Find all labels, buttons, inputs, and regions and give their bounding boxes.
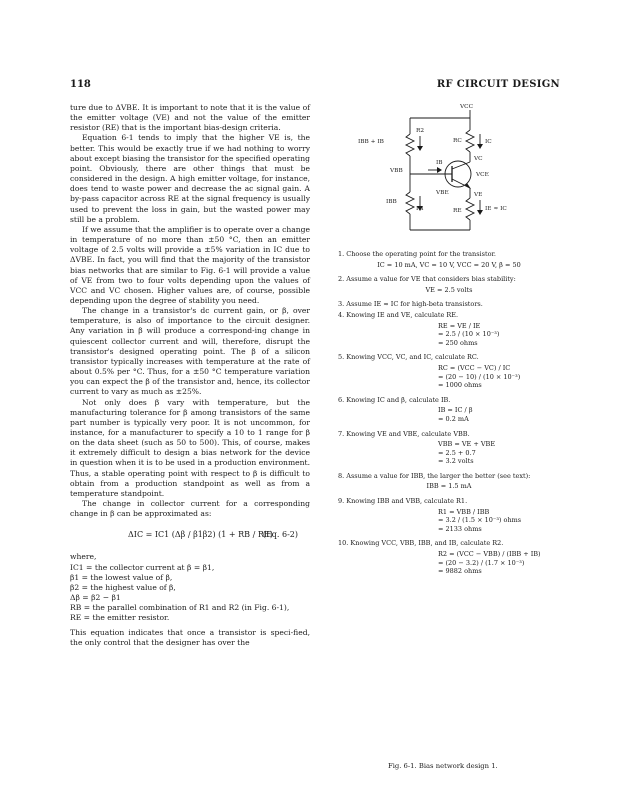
step-1-equation: IC = 10 mA, VC = 10 V, VCC = 20 V, β = 50 bbox=[377, 260, 521, 269]
equation-line: RC = (VCC − VC) / IC bbox=[438, 363, 511, 372]
equation-line: VBB = VE + VBE bbox=[438, 440, 496, 449]
paragraph: This equation indicates that once a transistor is speci-fied, the only control that the designer has over the bbox=[70, 627, 310, 647]
label-rc: RC bbox=[453, 138, 462, 144]
label-ve: VE bbox=[474, 192, 483, 198]
step-2: 2. Assume a value for VE that considers bias stability: bbox=[338, 275, 516, 284]
equation-line: RE = VE / IE bbox=[438, 321, 481, 330]
arrowhead-icon bbox=[477, 210, 483, 215]
bias-network-schematic bbox=[348, 100, 558, 240]
step-8-equation: IBB = 1.5 mA bbox=[426, 482, 472, 491]
equation-line: = 9882 ohms bbox=[438, 567, 482, 576]
label-vc: VC bbox=[474, 156, 483, 162]
rc-resistor bbox=[466, 130, 474, 152]
step-6-equation bbox=[338, 406, 560, 423]
step-9: 9. Knowing IBB and VBB, calculate R1. bbox=[338, 497, 468, 506]
step-5-equation bbox=[338, 364, 560, 390]
label-ic: IC bbox=[485, 139, 492, 145]
running-title: RF CIRCUIT DESIGN bbox=[436, 79, 560, 90]
label-re: RE bbox=[453, 208, 462, 214]
step-6: 6. Knowing IC and β, calculate IB. bbox=[338, 395, 451, 404]
equation-line: = 250 ohms bbox=[438, 338, 478, 347]
step-2-equation: VE = 2.5 volts bbox=[425, 285, 473, 294]
step-10: 10. Knowing VCC, VBB, IBB, and IB, calculate R2. bbox=[338, 539, 504, 548]
design-steps bbox=[338, 250, 560, 582]
re-resistor bbox=[466, 198, 474, 220]
equation-line: = 3.2 / (1.5 × 10⁻³) ohms bbox=[438, 516, 522, 525]
paragraph: If we assume that the amplifier is to operate over a change in temperature of no more than ±50 °C, then an emitter voltage of 2.5 volts will provide a ±5% variation in IC due to ΔVBE. In fact, you will find that the majority of the transistor bias networks that are similar to Fig. 6-1 will provide a value of VE from two to four volts depending upon the values of VCC and VC chosen. Higher values are, of course, possible depending upon the degree of stability you need. bbox=[70, 224, 310, 305]
step-5: 5. Knowing VCC, VC, and IC, calculate RC. bbox=[338, 353, 479, 362]
label-ie-ic: IE ≈ IC bbox=[485, 206, 507, 212]
label-ib: IB bbox=[436, 160, 443, 166]
label-ibb-ib: IBB + IB bbox=[358, 139, 384, 145]
definition-list bbox=[70, 563, 310, 624]
equation-line: = 0.2 mA bbox=[438, 414, 469, 423]
paragraph: The change in collector current for a corresponding change in β can be approximated as: bbox=[70, 499, 310, 519]
step-4: 4. Knowing IE and VE, calculate RE. bbox=[338, 310, 459, 319]
page-number: 118 bbox=[70, 79, 91, 90]
arrowhead-icon bbox=[437, 167, 442, 173]
equation-line: = 2133 ohms bbox=[438, 524, 482, 533]
definition-item: Δβ = β2 − β1 bbox=[70, 593, 121, 603]
label-ibb: IBB bbox=[386, 199, 397, 205]
arrowhead-icon bbox=[477, 144, 483, 149]
r1-resistor bbox=[406, 192, 414, 214]
equation-line: R2 = (VCC − VBB) / (IBB + IB) bbox=[438, 550, 541, 559]
paragraph: The change in a transistor's dc current gain, or β, over temperature, is also of importance to the circuit designer. Any variation in β will produce a correspond-ing change in quiescent collector current and will, therefore, disrupt the transistor's designed operating point. The β of a silicon transistor typically increases with temperature at the rate of about 0.5% per °C. Thus, for a ±50 °C temperature variation you can expect the β of the transistor and, hence, its collector current to vary as much as ±25%. bbox=[70, 306, 310, 397]
label-vcc: VCC bbox=[460, 104, 474, 110]
definition-item: RB = the parallel combination of R1 and R2 (in Fig. 6-1), bbox=[70, 603, 290, 613]
step-3: 3. Assume IE ≈ IC for high-beta transistors. bbox=[338, 300, 483, 309]
definition-item: β2 = the highest value of β, bbox=[70, 582, 176, 592]
step-4-equation bbox=[338, 322, 560, 348]
step-9-equation bbox=[338, 508, 560, 534]
step-1: 1. Choose the operating point for the transistor. bbox=[338, 250, 496, 258]
equation-line: = 3.2 volts bbox=[438, 457, 474, 466]
equation-line: = (20 − 3.2) / (1.7 × 10⁻³) bbox=[438, 558, 525, 567]
paragraph: Equation 6-1 tends to imply that the higher VE is, the better. This would be exactly true if we had nothing to worry about except biasing the transistor for the specified operating point. Obviously, there are other things that must be considered in the design. A high emitter voltage, for instance, does tend to waste power and decrease the ac signal gain. A by-pass capacitor across RE at the signal frequency is usually used to prevent the loss in gain, but the wasted power may still be a problem. bbox=[70, 133, 310, 224]
equation-line: R1 = VBB / IBB bbox=[438, 507, 490, 516]
left-column bbox=[70, 103, 310, 648]
step-8: 8. Assume a value for IBB, the larger the better (see text): bbox=[338, 471, 531, 480]
label-r2: R2 bbox=[416, 128, 425, 134]
paragraph: Not only does β vary with temperature, but the manufacturing tolerance for β among transistors of the same part number is typically very poor. It is not uncommon, for instance, for a manufacturer to specify a 10 to 1 range for β on the data sheet (such as 50 to 500). This, of course, makes it extremely difficult to design a bias network for the device in question when it is to be used in a production environment. Thus, a stable operating point with respect to β is difficult to obtain from a production standpoint as well as from a temperature standpoint. bbox=[70, 397, 310, 498]
definition-item: IC1 = the collector current at β = β1, bbox=[70, 562, 215, 572]
figure-caption: Fig. 6-1. Bias network design 1. bbox=[388, 762, 498, 770]
page-header bbox=[70, 79, 560, 95]
label-r1: R1 bbox=[416, 206, 425, 212]
label-vbe: VBE bbox=[436, 190, 449, 196]
definition-item: β1 = the lowest value of β, bbox=[70, 572, 173, 582]
step-10-equation bbox=[338, 550, 560, 576]
definition-item: RE = the emitter resistor. bbox=[70, 613, 170, 623]
step-7-equation bbox=[338, 440, 560, 466]
paragraph: ture due to ΔVBE. It is important to note that it is the value of the emitter voltage (VE) and not the value of the emitter resistor (RE) that is the important bias-design criteria. bbox=[70, 103, 310, 133]
step-7: 7. Knowing VE and VBE, calculate VBB. bbox=[338, 429, 470, 438]
where-label: where, bbox=[70, 552, 97, 562]
equation-label: (Eq. 6-2) bbox=[262, 530, 298, 540]
equation-line: = 1000 ohms bbox=[438, 381, 482, 390]
equation-line: = 2.5 / (10 × 10⁻³) bbox=[438, 330, 500, 339]
label-vbb: VBB bbox=[390, 168, 403, 174]
equation-text: ΔIC = IC1 (Δβ / β1β2) (1 + RB / RE) bbox=[128, 530, 273, 540]
r2-resistor bbox=[406, 134, 414, 156]
equation-6-2 bbox=[70, 521, 310, 549]
arrowhead-icon bbox=[417, 146, 423, 151]
equation-line: = 2.5 + 0.7 bbox=[438, 448, 476, 457]
label-vce: VCE bbox=[476, 172, 489, 178]
equation-line: IB = IC / β bbox=[438, 406, 473, 415]
equation-line: = (20 − 10) / (10 × 10⁻³) bbox=[438, 372, 521, 381]
